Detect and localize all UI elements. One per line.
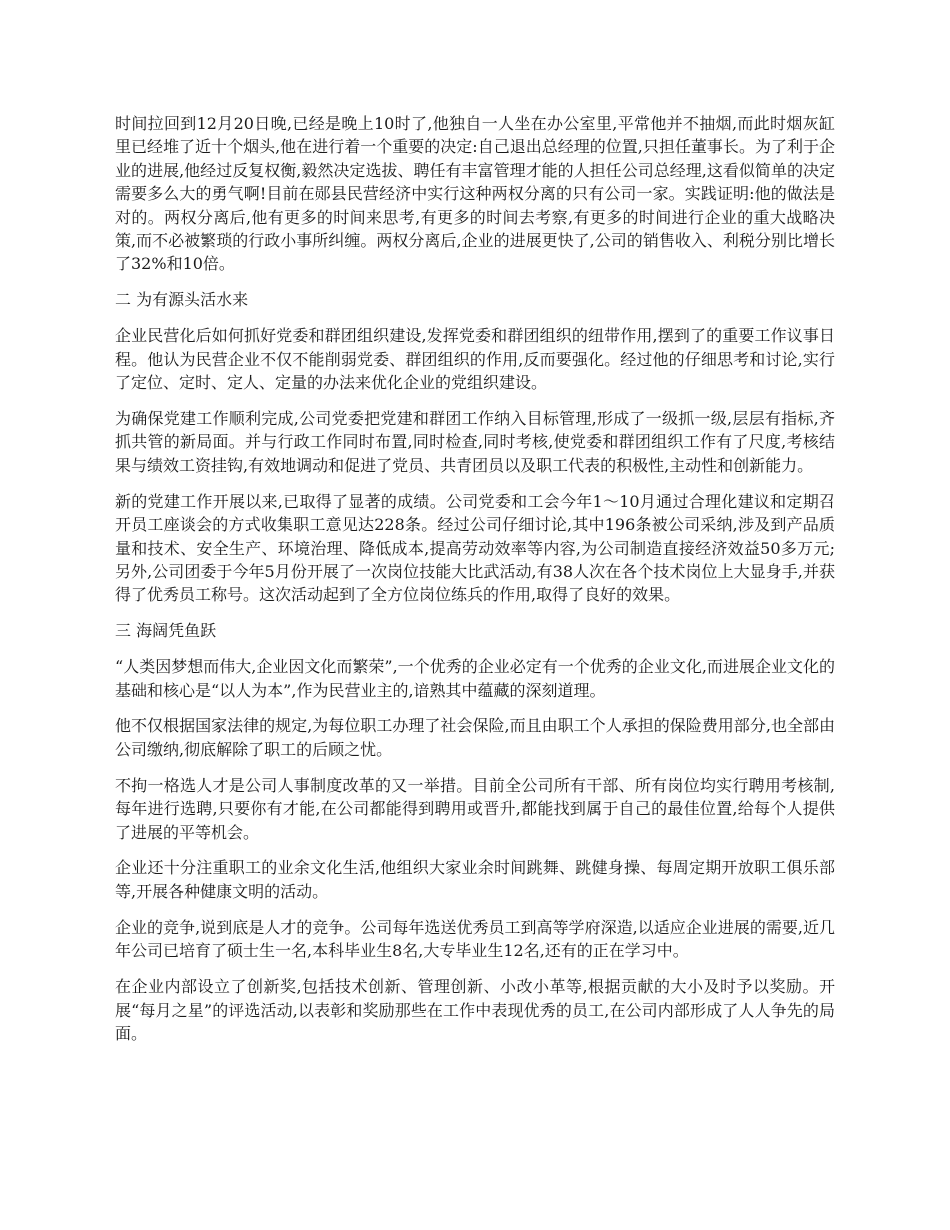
paragraph-innovation-award: 在企业内部设立了创新奖,包括技术创新、管理创新、小改小革等,根据贡献的大小及时予以奖励。开展“每月之星”的评选活动,以表彰和奖励那些在工作中表现优秀的员工,在公司内部形成了人人争先的局面。 [115,977,835,1043]
paragraph-achievements: 新的党建工作开展以来,已取得了显著的成绩。公司党委和工会今年1～10月通过合理化建议和定期召开员工座谈会的方式收集职工意见达228条。经过公司仔细讨论,其中196条被公司采纳,涉及到产品质量和技术、安全生产、环境治理、降低成本,提高劳动效率等内容,为公司制造直接经济效益50多万元;另外,公司团委于今年5月份开展了一次岗位技能大比武活动,有38人次在各个技术岗位上大显身手,并获得了优秀员工称号。这次活动起到了全方位岗位练兵的作用,取得了良好的效果。 [115,491,835,605]
section-heading-2: 二 为有源头活水来 [115,290,249,310]
paragraph-party-building: 企业民营化后如何抓好党委和群团组织建设,发挥党委和群团组织的纽带作用,摆到了的重要工作议事日程。他认为民营企业不仅不能削弱党委、群团组织的作用,反而要强化。经过他的仔细思考和讨论,实行了定位、定时、定人、定量的办法来优化企业的党组织建设。 [115,326,835,393]
paragraph-social-insurance: 他不仅根据国家法律的规定,为每位职工办理了社会保险,而且由职工个人承担的保险费用部分,也全部由公司缴纳,彻底解除了职工的后顾之忧。 [115,716,835,759]
paragraph-leisure-activities: 企业还十分注重职工的业余文化生活,他组织大家业余时间跳舞、跳健身操、每周定期开放职工俱乐部等,开展各种健康文明的活动。 [115,858,835,901]
paragraph-decision: 时间拉回到12月20日晚,已经是晚上10时了,他独自一人坐在办公室里,平常他并不抽烟,而此时烟灰缸里已经堆了近十个烟头,他在进行着一个重要的决定:自己退出总经理的位置,只担任董事长。为了利于企业的进展,他经过反复权衡,毅然决定选拔、聘任有丰富管理才能的人担任公司总经理,这看似简单的决定需要多么大的勇气啊!目前在郧县民营经济中实行这种两权分离的只有公司一家。实践证明:他的做法是对的。两权分离后,他有更多的时间来思考,有更多的时间去考察,有更多的时间进行企业的重大战略决策,而不必被繁琐的行政小事所纠缠。两权分离后,企业的进展更快了,公司的销售收入、利税分别比增长了32%和10倍。 [115,114,835,274]
paragraph-target-management: 为确保党建工作顺利完成,公司党委把党建和群团工作纳入目标管理,形成了一级抓一级,层层有指标,齐抓共管的新局面。并与行政工作同时布置,同时检查,同时考核,使党委和群团组织工作有了尺度,考核结果与绩效工资挂钩,有效地调动和促进了党员、共青团员以及职工代表的积极性,主动性和创新能力。 [115,408,835,475]
section-heading-3: 三 海阔凭鱼跃 [115,621,217,641]
paragraph-talent-competition: 企业的竞争,说到底是人才的竞争。公司每年选送优秀员工到高等学府深造,以适应企业进展的需要,近几年公司已培育了硕士生一名,本科毕业生8名,大专毕业生12名,还有的正在学习中。 [115,917,835,961]
paragraph-talent-selection: 不拘一格选人才是公司人事制度改革的又一举措。目前全公司所有干部、所有岗位均实行聘用考核制,每年进行选聘,只要你有才能,在公司都能得到聘用或晋升,都能找到属于自己的最佳位置,给每个人提供了进展的平等机会。 [115,775,835,842]
paragraph-corporate-culture: “人类因梦想而伟大,企业因文化而繁荣”,一个优秀的企业必定有一个优秀的企业文化,而进展企业文化的基础和核心是“以人为本”,作为民营业主的,谙熟其中蕴藏的深刻道理。 [115,657,835,700]
document-page [115,112,835,1058]
